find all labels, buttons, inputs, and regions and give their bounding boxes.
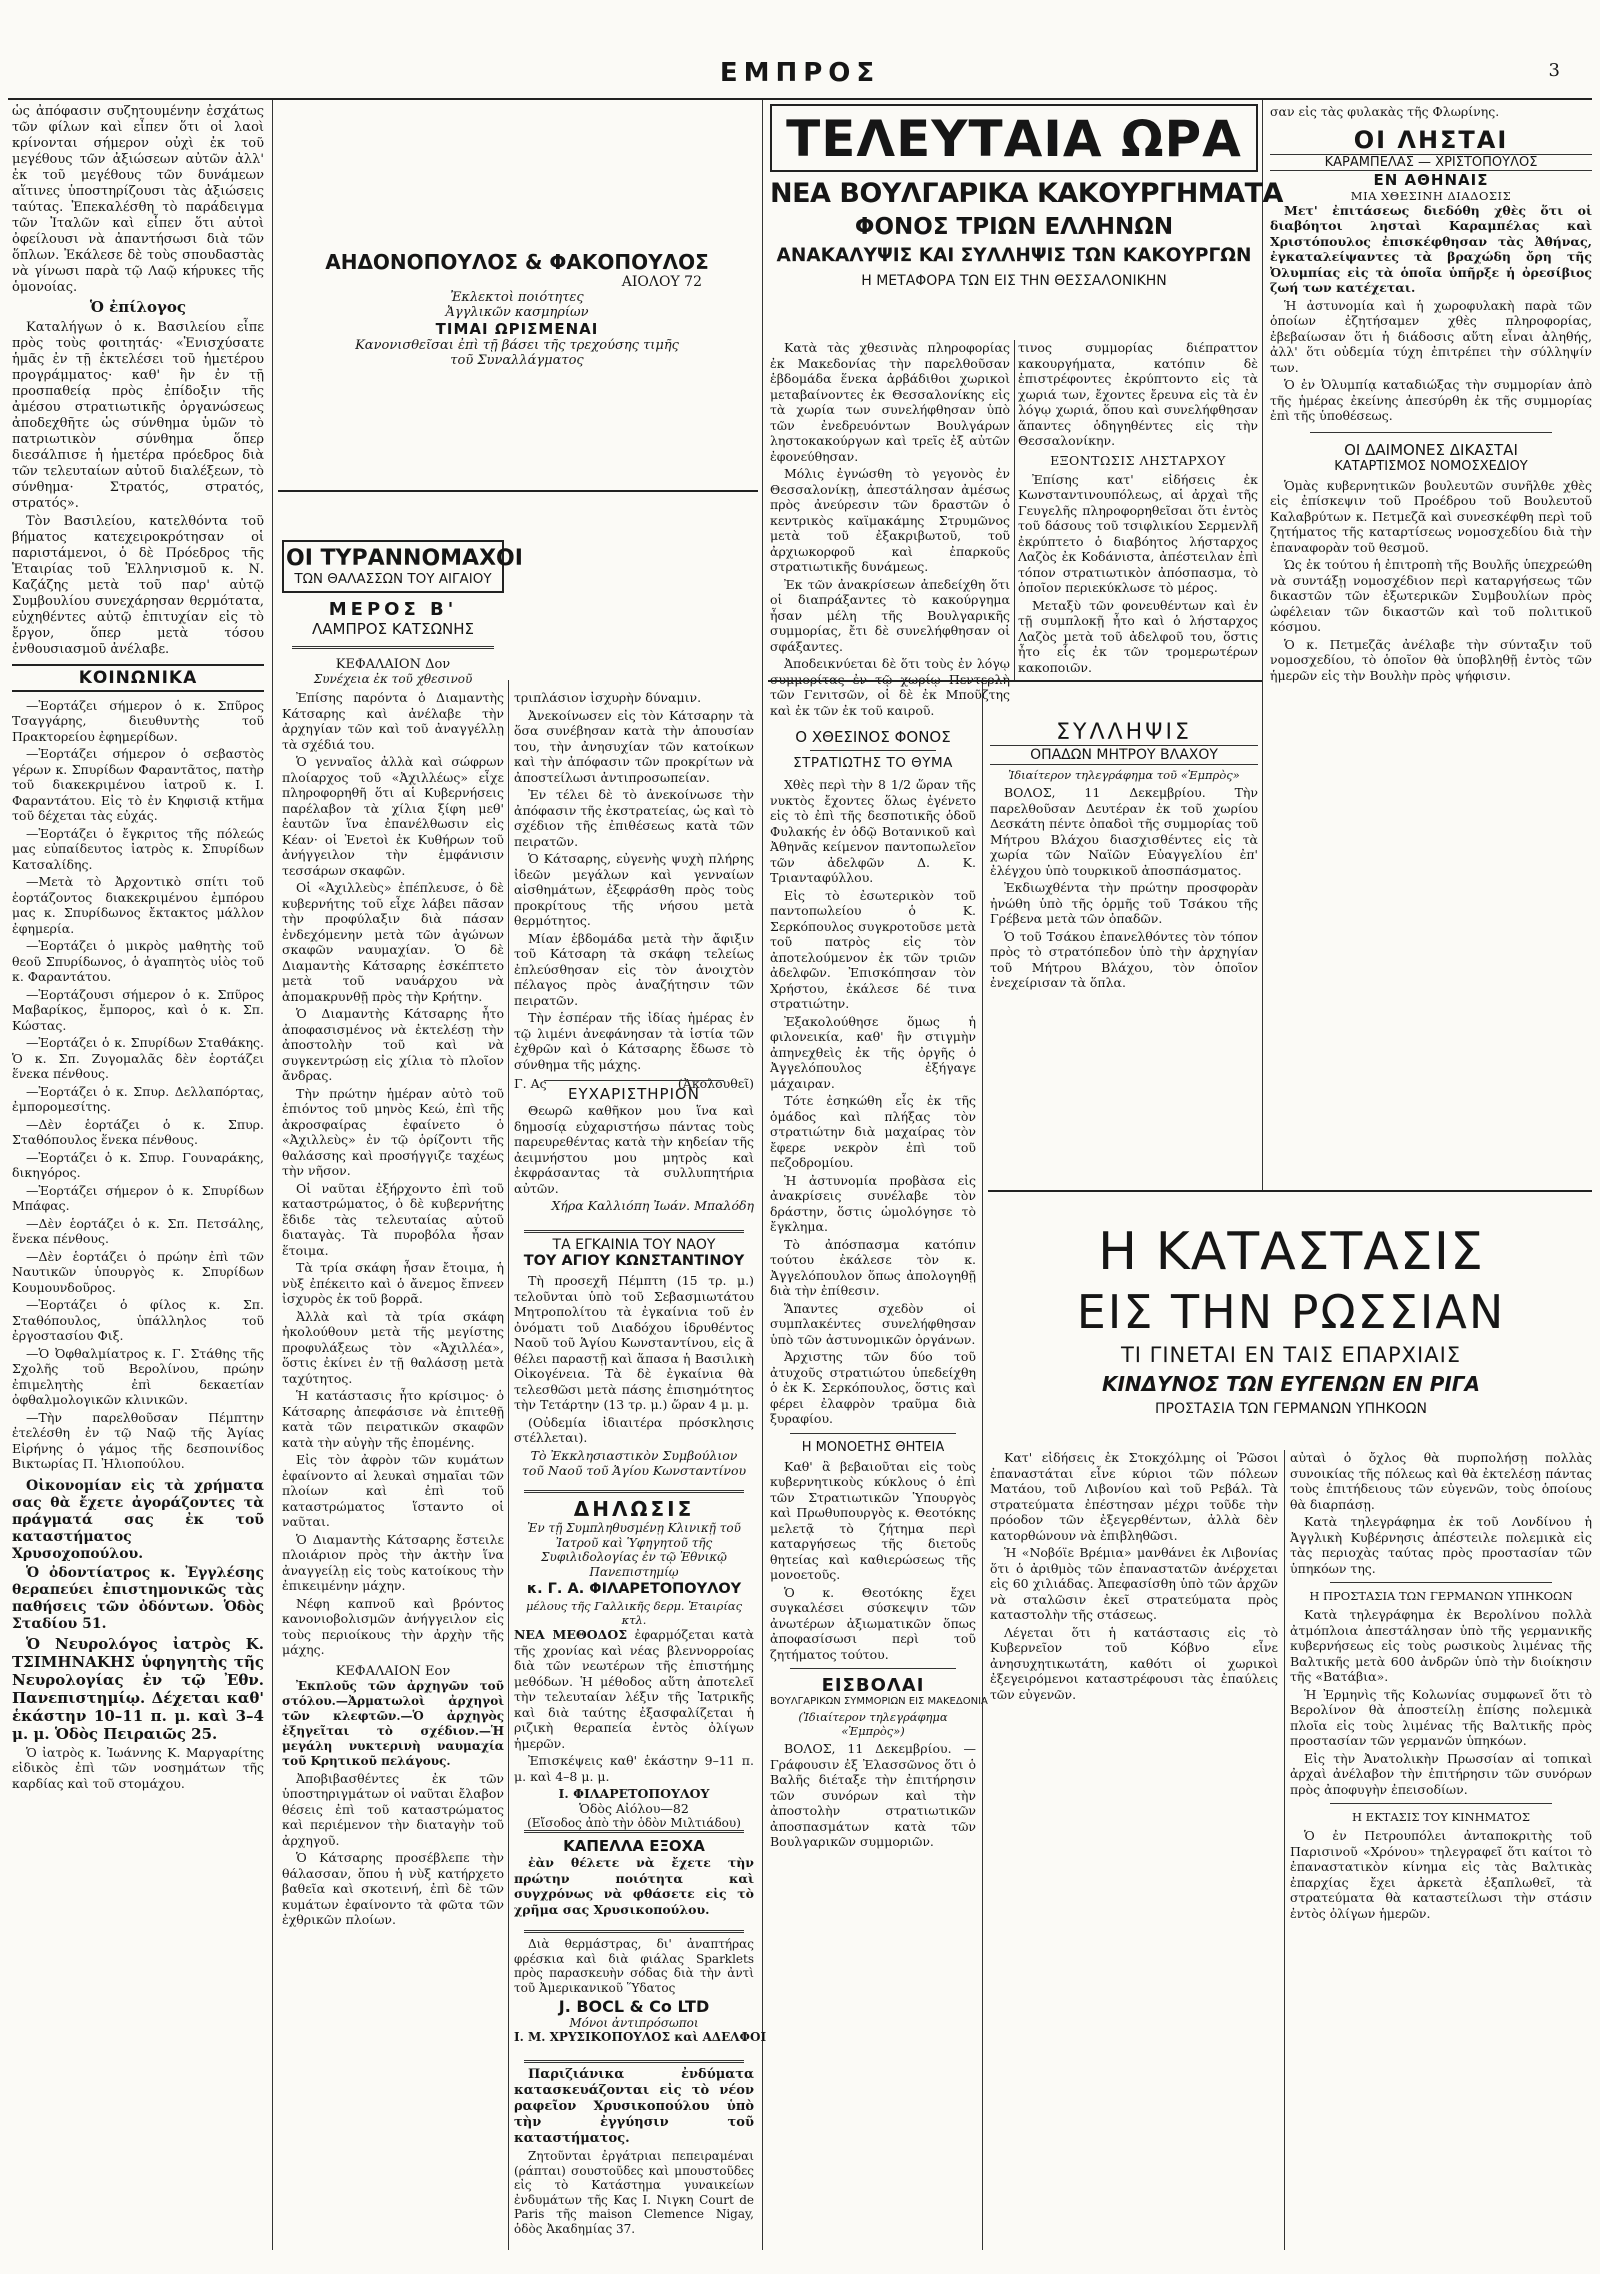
lead-subheading: ΕΞΟΝΤΩΣΙΣ ΛΗΣΤΑΡΧΟΥ [1050, 452, 1226, 468]
fonos-text: Τὸ ἀπόσπασμα κατόπιν τούτου ἐκάλεσε τὸν κ. Ἀγγελόπουλον ὅπως ἀπολογηθῇ διὰ τὴν ἐπίθεσιν. [770, 1236, 976, 1298]
separator [1310, 432, 1552, 433]
fonos-text: Ἅπαντες σχεδὸν οἱ συμπλακέντες συνελήφθησαν ὑπὸ τῶν ἀστυνομικῶν ὀργάνων. [770, 1300, 976, 1347]
section-rule [278, 490, 758, 492]
kapella-title: ΚΑΠΕΛΛΑ ΕΞΟΧΑ [563, 1837, 705, 1855]
article-text: Τὸν Βασιλείου, κατελθόντα τοῦ βήματος κατεχειροκρότησαν οἱ παριστάμενοι, ὁ δὲ Πρόεδρος τῆς Ἑταιρίας τοῦ Ἑλληνισμοῦ κ. Ν. Καζάζης μετὰ τοῦ παρ' αὐτῷ Συμβουλίου συνεχάρησαν θερμότατα, εὐχηθέντες αὐτῷ ἐπιτυχίαν εἰς τὸ ἔργον, ὅπερ μετὰ τόσου ἐνθουσιασμοῦ ἀνέλαβε. [12, 513, 264, 657]
novel-text: τριπλάσιον ἰσχυρὴν δύναμιν. [514, 690, 702, 705]
social-item: —Ἑορτάζει ὁ κ. Σπυρίδων Σταθάκης. Ὁ κ. Σπ. Ζυγομαλᾶς δὲν ἑορτάζει ἕνεκα πένθους. [12, 1035, 264, 1081]
dilosis-title: ΔΗΛΩΣΙΣ [573, 1497, 695, 1521]
column-rule [982, 680, 983, 2250]
masthead-title: ΕΜΠΡΟΣ [719, 58, 881, 88]
ad-line: Ἀγγλικῶν κασμηρίων [445, 305, 589, 320]
russia-text: Κατὰ τηλεγράφημα ἐκ Βερολίνου πολλὰ ἀτμόπλοια ἀπεστάλησαν ὑπὸ τῆς γερμανικῆς κυβερνήσεως εἰς τοὺς ρωσικοὺς λιμένας τῆς Βαλτικῆς μετὰ 600 ἀνδρῶν ὑπὸ τὴν διοίκησιν τῆς «Βατάβια». [1290, 1607, 1592, 1684]
ad-name: ΑΗΔΟΝΟΠΟΥΛΟΣ & ΦΑΚΟΠΟΥΛΟΣ [325, 250, 709, 274]
novel-chapter-summary: Ἐκπλοῦς τῶν ἀρχηγῶν τοῦ στόλου.—Ἀρματωλοὶ ἀρχηγοὶ τῶν κλεφτῶν.—Ὁ ἀρχηγὸς ἐξηγεῖται τὸ σχέδιον.—Ἡ μεγάλη νυκτερινὴ ναυμαχία τοῦ Κρητικοῦ πελάγους. [282, 1678, 504, 1768]
russia-col-a [990, 1450, 1278, 2250]
dilosis-footer: Ι. ΦΙΛΑΡΕΤΟΠΟΥΛΟΥ [558, 1786, 710, 1801]
novel-continued: Συνέχεια ἐκ τοῦ χθεσινοῦ [313, 672, 473, 686]
col5-text: Μετ' ἐπιτάσεως διεδόθη χθὲς ὅτι οἱ διαβόητοι λησταὶ Καραμπέλας καὶ Χριστόπουλος ἐπισκέφθησαν τὰς Ἀθήνας, ἐγκαταλείψαντες τὰ βραχώδη ὄρη τῆς Ὀλυμπίας εἰς τὰ ὁποῖα ὑπῆρξε ἡ ὀρεσίβιος ζωή των κατέχεται. [1270, 202, 1592, 295]
russia-text: Ἡ «Νοβόϊε Βρέμια» μανθάνει ἐκ Λιβονίας ὅτι ὁ ἀριθμὸς τῶν ἐπαναστατῶν ἀνέρχεται εἰς 60 χιλιάδας. Ἀπεφασίσθη ὑπὸ τῶν ἀρχῶν νὰ σταλῶσιν ἐκεῖ στρατεύματα πρὸς καταστολὴν τῆς στάσεως. [990, 1545, 1278, 1622]
col5-text: Ὁμὰς κυβερνητικῶν βουλευτῶν συνῆλθε χθὲς εἰς ἐπίσκεψιν τοῦ Προέδρου τοῦ Βουλευτοῦ Καλαβρύτων κ. Πετμεζᾶ καὶ συνεσκέφθη περὶ τοῦ ζητήματος τῆς καταρτίσεως νομοσχεδίου διὰ τὴν ἐπαναφορὰν τοῦ θεσμοῦ. [1270, 477, 1592, 555]
egkainia-title: ΤΑ ΕΓΚΑΙΝΙΑ ΤΟΥ ΝΑΟΥ [552, 1237, 716, 1253]
lead-headline-2: ΝΕΑ ΒΟΥΛΓΑΡΙΚΑ ΚΑΚΟΥΡΓΗΜΑΤΑ [770, 178, 1283, 209]
bocl-agent: Ι. Μ. ΧΡΥΣΙΚΟΠΟΥΛΟΣ καὶ ΑΔΕΛΦΟΙ [514, 2030, 767, 2044]
novel-text: Τὰ τρία σκάφη ἦσαν ἔτοιμα, ἡ νὺξ ἐπέκειτο καὶ ὁ ἄνεμος ἔπνεεν ἰσχυρὸς ἐκ τοῦ βορρᾶ. [282, 1260, 504, 1306]
fonos-title: Ο ΧΘΕΣΙΝΟΣ ΦΟΝΟΣ [795, 728, 951, 746]
fonos-text: Τότε ἐσηκώθη εἷς ἐκ τῆς ὁμάδος καὶ πλήξας τὸν στρατιώτην διὰ μαχαίρας τὸν ἔφερε νεκρὸν ἐπὶ τοῦ πεζοδρομίου. [770, 1093, 976, 1170]
novel-author: ΛΑΜΠΡΟΣ ΚΑΤΣΩΝΗΣ [311, 620, 475, 638]
novel-text: Ὁ γενναῖος ἀλλὰ καὶ σώφρων πλοίαρχος τοῦ «Ἀχιλλέως» εἶχε πληροφορηθῆ ὅτι αἱ Κυβερνήσεις παρέλαβον τὰ χίλια ξίφη μεθ' ἑαυτῶν ἵνα ἐπανέλθωσιν εἰς Κέαν· οἱ Ἐνετοὶ ἐκ Κυθήρων τοῦ ἀνήγγειλον τὴν ἐμφάνισιν τεσσάρων σκαφῶν. [282, 754, 504, 878]
egkainia-note: (Οὐδεμία ἰδιαιτέρα πρόσκλησις στέλλεται). [514, 1414, 754, 1445]
lead-story-col-b [1018, 340, 1258, 680]
section-rule [988, 1190, 1592, 1192]
russia-text: Κατὰ τηλεγράφημα ἐκ τοῦ Λονδίνου ἡ Ἀγγλικὴ Κυβέρνησις ἀπέστειλε πολεμικὰ εἰς τὰς περιοχὰς ταύτας πρὸς προστασίαν τῶν ὑπηκόων της. [1290, 1514, 1592, 1576]
fonos-text: Ὁ κ. Θεοτόκης ἔχει συγκαλέσει σύσκεψιν τῶν ἀνωτέρων ἀξιωματικῶν ὅπως ἀποφασίσωσι περὶ τοῦ ζητήματος τούτου. [770, 1584, 976, 1662]
ad-aidonopoulos [282, 200, 752, 400]
lead-text: Κατὰ τὰς χθεσινὰς πληροφορίας ἐκ Μακεδονίας τὴν παρελθοῦσαν ἑβδομάδα ἕνεκα ἀρβάδιθοι χωρικοὶ μεταβαίνοντες ἐκ Θεσσαλονίκης εἰς τὰ χωρία των συνελήφθησαν ὑπὸ τῶν ἐνεδρευόντων Βουλγάρων ληστοκακούργων καὶ τρεῖς ἐξ αὐτῶν ἐφονεύθησαν. [770, 340, 1010, 464]
parizianika-text: Παριζιάνικα ἐνδύματα κατασκευάζονται εἰς τὸ νέον ραφεῖον Χρυσικοπούλου ὑπὸ τὴν ἐγγύησιν τοῦ καταστήματος. [514, 2067, 754, 2146]
novel-chapter: ΚΕΦΑΛΑΙΟΝ Εον [335, 1663, 451, 1679]
dilosis-name: κ. Γ. Α. ΦΙΛΑΡΕΤΟΠΟΥΛΟΥ [526, 1581, 742, 1597]
novel-text: Ὁ Κάτσαρης προσέβλεπε τὴν θάλασσαν, ὅπου ἡ νὺξ κατήρχετο βαθεῖα καὶ σκοτεινή, ἐπὶ δὲ τῶν κυμάτων ἐφαίνοντο τὰ φῶτα τῶν ἐχθρικῶν πλοίων. [282, 1850, 504, 1927]
advert-text: Ὁ ἰατρὸς κ. Ἰωάννης Κ. Μαργαρίτης εἰδικὸς ἐπὶ τῶν νοσημάτων τῆς καρδίας καὶ τοῦ στομάχου. [12, 1744, 264, 1791]
novel-continued-note: (Ἀκολουθεῖ) [677, 1076, 754, 1091]
russia-text: αὐταὶ ὁ ὄχλος θὰ πυρπολήσῃ πολλὰς συνοικίας τῆς πόλεως καὶ θὰ ἐκτελέσῃ πάντας τοὺς ἐπιτήδειους τῶν εὐγενῶν, τοὺς ὁποίους θὰ διαρπάσῃ. [1290, 1450, 1592, 1512]
separator [1330, 1803, 1552, 1804]
col5-subtitle-3: ΜΙΑ ΧΘΕΣΙΝΗ ΔΙΑΔΟΣΙΣ [1350, 188, 1512, 203]
egkainia-text: Τὴ προσεχῆ Πέμπτη (15 τρ. μ.) τελοῦνται ὑπὸ τοῦ Σεβασμιωτάτου Μητροπολίτου τὰ ἐγκαίνια τοῦ ἐν ὀνόματι τοῦ Διαδόχου ἱδρυθέντος Ναοῦ τοῦ Ἁγίου Κωνσταντίνου, εἰς ἃ θέλει παραστῇ καὶ ἅπασα ἡ Βασιλικὴ Οἰκογένεια. Τὰ δὲ ἐγκαίνια θὰ τελεσθῶσι μετὰ πάσης ἐπισημότητος τὴν Τετάρτην (13 τρ. μ.) ὥραν 4 μ. μ. [514, 1273, 754, 1412]
article-subheading: Ὁ ἐπίλογος [89, 298, 187, 316]
syllipsis-text: ΒΟΛΟΣ, 11 Δεκεμβρίου. Τὴν παρελθοῦσαν Δευτέραν ἐκ τοῦ χωρίου Δεσκάτη πέντε ὀπαδοὶ τῆς συμμορίας τοῦ Μήτρου Βλάχου διασχισθέντες εἰς τὰ χωρία τῶν Ναϊῶν Εὐαγγελίου ἐπ' ἐλέγχου ὑπὸ τουρκικοῦ ἀποσπάσματος. [990, 785, 1258, 878]
novel-block-right [514, 690, 754, 1091]
col5-text: Ὁ κ. Πετμεζᾶς ἀνέλαβε τὴν σύνταξιν τοῦ νομοσχεδίου, τὸ ὁποῖον θὰ ὑποβληθῇ ἐντὸς τῶν ἡμερῶν εἰς τὴν Βουλὴν πρὸς ψήφισιν. [1270, 636, 1592, 683]
novel-text: Ἡ κατάστασις ἦτο κρίσιμος· ὁ Κάτσαρης ἀπεφάσισε νὰ ἐπιτεθῇ κατὰ τῶν πειρατικῶν σκαφῶν κατὰ τὴν αὐγὴν τῆς ἐπομένης. [282, 1388, 504, 1450]
top-rule [8, 98, 1592, 100]
parizianika-text: Ζητοῦνται ἐργάτριαι πεπειραμέναι (ράπται) σουστοῦδες καὶ μπουστοῦδες εἰς τὸ Κατάστημα γυναικείων ἐνδυμάτων τῆς Κας Ι. Νιγκη Court de Paris τῆς maison Clemence Nigay, ὁδὸς Ἀκαδημίας 37. [514, 2149, 754, 2236]
social-item: —Ἑορτάζει σήμερον ὁ κ. Σπῦρος Τσαγγάρης, διευθυντὴς τοῦ Πρακτορείου ἐφημερίδων. [12, 697, 264, 744]
social-item: —Ἑορτάζει σήμερον ὁ σεβαστὸς γέρων κ. Σπυρίδων Φαραντᾶτος, πατὴρ τοῦ διακεκριμένου ἰατροῦ κ. Ι. Φαραντάτου. Εἰς τὸ ἐν Κηφισιᾷ κτῆμα τοῦ δέχεται τὰς εὐχάς. [12, 746, 264, 823]
fonos-subtitle: ΣΤΡΑΤΙΩΤΗΣ ΤΟ ΘΥΜΑ [793, 755, 953, 771]
lead-story-col-a [770, 340, 1010, 718]
social-item: —Ἑορτάζει ὁ κ. Σπυρ. Γουναράκης, δικηγόρος. [12, 1149, 264, 1180]
section-heading-koinonika: ΚΟΙΝΩΝΙΚΑ [78, 667, 198, 688]
col5-title: ΟΙ ΛΗΣΤΑΙ [1353, 125, 1509, 154]
fonos-text: Ἡ ἀστυνομία προβὰσα εἰς ἀνακρίσεις συνέλαβε τὸν δράστην, ὅστις ὡμολόγησε τὸ ἔγκλημα. [770, 1172, 976, 1234]
col5-text: σαν εἰς τὰς φυλακὰς τῆς Φλωρίνης. [1270, 104, 1500, 119]
bocl-text: Διὰ θερμάστρας, δι' ἀναπτήρας φρέσκια καὶ διὰ φιάλας Sparklets πρὸς παρασκευὴν σόδας διὰ τὴν ἀντὶ τοῦ Ἀμερικανικοῦ Ὕδατος [514, 1937, 754, 1995]
column-rule [508, 680, 509, 2250]
bocl-ad [514, 1930, 767, 2050]
russia-text: Λέγεται ὅτι ἡ κατάστασις εἰς τὸ Κυβερνεῖον τοῦ Κόβνο εἶνε ἀνησυχητικωτάτη, καθότι οἱ χωρικοὶ ἐξεγειρόμενοι καταστρέφουσι τὰς ἐπαύλεις τῶν εὐγενῶν. [990, 1624, 1278, 1702]
russia-story-header [990, 1200, 1592, 1450]
lead-headline-5: Η ΜΕΤΑΦΟΡΑ ΤΩΝ ΕΙΣ ΤΗΝ ΘΕΣΣΑΛΟΝΙΚΗΝ [861, 273, 1167, 289]
dilosis-text: ἐφαρμόζεται κατὰ τῆς χρονίας καὶ νέας βλεννορροίας διὰ τῶν νεωτέρων τῆς ἐπιστήμης μεθόδων. Ἡ μέθοδος αὕτη ἀποτελεῖ τὴν τελευταίαν λέξιν τῆς Ἰατρικῆς καὶ διὰ ταύτης ἐξασφαλίζεται ἡ ριζικὴ θεραπεία ἐντὸς ὀλίγων ἡμερῶν. [514, 1627, 754, 1751]
dilosis [514, 1490, 754, 1830]
fonos-text: Ἐξακολούθησε ὅμως ἡ φιλονεικία, καθ' ἣν στιγμὴν ἀπηνεχθεὶς ἐκ τῆς ὀργῆς ὁ Ἀγγελόπουλος ἐξήγαγε μάχαιραν. [770, 1013, 976, 1091]
syllipsis-story [990, 690, 1258, 1050]
bocl-agent-head: Μόνοι ἀντιπρόσωποι [569, 2016, 699, 2030]
col5-text: Ἡ ἀστυνομία καὶ ἡ χωροφυλακὴ παρὰ τῶν ὁποίων ἐζητήσαμεν χθὲς πληροφορίας, ἐβεβαίωσαν ὅτι ἡ διάδοσις αὕτη εἶναι ἀληθής, ἀλλ' ὅτι οὐδεμία τύχη ἐπιτρέπει τὴν σύλληψίν των. [1270, 297, 1592, 375]
lead-text: Μόλις ἐγνώσθη τὸ γεγονὸς ἐν Θεσσαλονίκῃ, ἀπεστάλησαν ἀμέσως πρὸς ἀνεύρεσιν τῶν δραστῶν ὁ κεντρικὸς καϊμακάμης Στρυμῶνος μετὰ τοῦ ἐξακριβωτοῦ, τοῦ ἀρχιωκορφοῦ καὶ ἐπαρκοῦς στρατιωτικῆς δυνάμεως. [770, 466, 1010, 574]
eucharistirion-sign: Χήρα Καλλιόπη Ἰωάν. Μπαλόδη [551, 1198, 754, 1213]
social-item: —Μετὰ τὸ Ἀρχοντικὸ σπίτι τοῦ ἑορτάζοντος διακεκριμένου ἐμπόρου μας κ. Σπυρίδωνος ἔκτακτος μάλλον ἐφημερία. [12, 874, 264, 936]
lead-text: Ἐκ τῶν ἀνακρίσεων ἀπεδείχθη ὅτι οἱ διαπράξαντες τὸ κακούργημα ἦσαν μέλη τῆς Βουλγαρικῆς συμμορίας, ἔτι δὲ συνελήφθησαν οἱ σφάξαντες. [770, 576, 1010, 654]
separator [292, 646, 494, 649]
dilosis-intro: Ἐν τῇ Συμπληθυσμένῃ Κλινικῇ τοῦ Ἰατροῦ καὶ Ὑφηγητοῦ τῆς Συφιλιδολογίας ἐν τῷ Ἐθνικῷ Πανεπιστημίῳ [527, 1521, 741, 1579]
col5-title-2: ΟΙ ΔΑΙΜΟΝΕΣ ΔΙΚΑΣΤΑΙ [1344, 440, 1518, 459]
separator [544, 1080, 724, 1081]
lead-text: Μεταξὺ τῶν φονευθέντων καὶ ἐν τῇ συμπλοκῇ ἦτο καὶ ὁ λήσταρχος Λαζὸς μετὰ τοῦ ἀδελφοῦ του, ὅστις ἦτο εἷς ἐκ τῶν τρομερωτέρων κακοποιῶν. [1018, 597, 1258, 675]
social-item: —Ἑορτάζει σήμερον ὁ κ. Σπυρίδων Μπάφας. [12, 1182, 264, 1213]
lead-text: Ἐπίσης κατ' εἰδήσεις ἐκ Κωνσταντινουπόλεως, αἱ ἀρχαὶ τῆς Γευγελῆς πληροφορηθεῖσαι ὅτι ἐντὸς τοῦ δάσους τοῦ τσιφλικίου Σερμενλῆ ἐκρύπτετο ὁ διαβόητος λήσταρχος Λαζὸς ἐκ Κοδάνιστα, ἀπέστειλαν ἐπὶ τόπον στρατιωτικὸν ἀπόσπασμα, τὸ ὁποῖον περιεκύκλωσε τὸ μέρος. [1018, 471, 1258, 595]
fonos-text: Χθὲς περὶ τὴν 8 1/2 ὥραν τῆς νυκτὸς ἔχοντες ὅλως ἐγένετο εἰς τὸ ἐπὶ τῆς δεσποτικῆς ὁδοῦ Φυλακής ἐν ὁδῷ Βοτανικοῦ καὶ Ἀθηνᾶς κείμενον παντοπωλεῖον τῶν ἀδελφῶν Δ. Κ. Τριανταφύλλου. [770, 777, 976, 885]
social-item: —Τὴν παρελθοῦσαν Πέμπτην ἐτελέσθη ἐν τῷ Ναῷ τῆς Ἁγίας Εἰρήνης ὁ γάμος τῆς δεσποινίδος Βικτωρίας Π. Ἠλιοπούλου. [12, 1409, 264, 1471]
syllipsis-text: Ὁ τοῦ Τσάκου ἐπανελθόντες τὸν τόπον πρὸς τὸ στρατόπεδον ὑπὸ τὴν ἀρχηγίαν τοῦ Μήτρου Βλάχου, τὸν ὁποῖον ἐνεχείρισαν τὰ ὅπλα. [990, 928, 1258, 990]
russia-text: Ὁ ἐν Πετρουπόλει ἀνταποκριτὴς τοῦ Παρισινοῦ «Χρόνου» τηλεγραφεῖ ὅτι καίτοι τὸ ἐπαναστατικὸν κίνημα εἰς τὰς Βαλτικὰς ἐπαρχίας ἔχει ἀρκετὰ ἐξαπλωθεῖ, τὰ στρατεύματα θὰ καταστείλωσι τὴν στάσιν ἐντὸς ὀλίγων ἡμερῶν. [1290, 1828, 1592, 1921]
lead-headline-4: ΑΝΑΚΑΛΥΨΙΣ ΚΑΙ ΣΥΛΛΗΨΙΣ ΤΩΝ ΚΑΚΟΥΡΓΩΝ [776, 245, 1252, 266]
lead-headline: ΤΕΛΕΥΤΑΙΑ ΩΡΑ [786, 110, 1242, 168]
novel-block [282, 500, 523, 2250]
novel-text: Νέφη καπνοῦ καὶ βρόντος κανονιοβολισμῶν ἀνήγγειλον εἰς τοὺς περιοίκους τὴν ἀρχὴν τῆς μάχης. [282, 1595, 504, 1657]
novel-part: ΜΕΡΟΣ Β' [328, 599, 458, 620]
separator [524, 2060, 744, 2063]
russia-headline-4: ΚΙΝΔΥΝΟΣ ΤΩΝ ΕΥΓΕΝΩΝ ΕΝ ΡΙΓΑ [1101, 1372, 1481, 1396]
dilosis-address: (Εἴσοδος ἀπὸ τὴν ὁδὸν Μιλτιάδου) [527, 1816, 741, 1830]
fonos-subtitle-3c: (Ἰδιαίτερον τηλεγράφημα «Ἐμπρὸς») [798, 1710, 948, 1738]
russia-headline-2: ΕΙΣ ΤΗΝ ΡΩΣΣΙΑΝ [1076, 1285, 1506, 1339]
advert-text: Οἰκονομίαν εἰς τὰ χρήματα σας θὰ ἔχετε ἀγοράζοντες τὰ πράγματά σας ἐκ τοῦ καταστήματος Χρυσοχοπούλου. [12, 1477, 264, 1562]
section-rule [768, 680, 1262, 682]
dilosis-address: Ὁδὸς Αἰόλου—82 [579, 1801, 689, 1816]
russia-subheading: Η ΕΚΤΑΣΙΣ ΤΟΥ ΚΙΝΗΜΑΤΟΣ [1352, 1810, 1530, 1824]
novel-text: Οἱ ναῦται ἐξήρχοντο ἐπὶ τοῦ καταστρώματος, ὁ δὲ κυβερνήτης ἔδιδε τὰς τελευταίας αὐτοῦ διαταγὰς. Τὰ πυροβόλα ἦσαν ἕτοιμα. [282, 1180, 504, 1258]
lead-text: τινος συμμορίας διέπραττον κακουργήματα, κατόπιν δὲ ἐπιστρέφοντες ἐκρύπτοντο εἰς τὰ χωριά των, ἔχοντες ἔρευνα εἰς τὰ ἐν λόγῳ χωριά, ὅπου καὶ συνελήφθησαν ἅπαντες ὁδηγηθέντες εἰς τὴν Θεσσαλονίκην. [1018, 340, 1258, 448]
ad-prices: ΤΙΜΑΙ ΩΡΙΣΜΕΝΑΙ [435, 320, 599, 338]
kapella-ad [514, 1830, 754, 1920]
novel-text: Ὁ Διαμαντὴς Κάτσαρης ἔστειλε πλοιάριον πρὸς τὴν ἀκτὴν ἵνα ἀναγγείλῃ εἰς τοὺς κατοίκους τὴν ἐπικειμένην μάχην. [282, 1531, 504, 1593]
novel-text: Τὴν πρώτην ἡμέραν αὐτὸ τοῦ ἐπιόντος τοῦ μηνὸς Κεώ, ἐπὶ τῆς ἀκροσφαίρας ἐφαίνετο ὁ «Ἀχιλλεὺς» ἐν τῷ ὁρίζοντι τῆς θαλάσσης καὶ προσήγγιζε ταχέως τὴν νῆσον. [282, 1085, 504, 1178]
dilosis-sub: μέλους τῆς Γαλλικῆς δερμ. Ἑταιρίας κτλ. [525, 1599, 743, 1627]
fonos-subtitle-3: ΕΙΣΒΟΛΑΙ [821, 1675, 925, 1696]
article-text: ὡς ἀπόφασιν συζητουμένην ἐσχάτως τῶν φίλων καὶ εἶπεν ὅτι οἱ λαοὶ κρίνονται σήμερον οὐχὶ ἐκ τοῦ μεγέθους τῶν ἀξιώσεων αὐτῶν ἀλλ' ἐκ τοῦ μεγέθους τῶν δυνάμεων αἵτινες ὑποστηρίζουσι τὰς ἀξιώσεις ταύτας. Ἐπεκαλέσθη τὸ παράδειγμα τῶν Ἰταλῶν καὶ εἶπεν ὅτι αὐτοὶ ὀφείλουσι νὰ ἀπαντήσωσι διὰ τῶν ὅπλων. Ἐκάλεσε δὲ τοὺς σπουδαστὰς νὰ γίνωσι παρὰ τῷ Λαῷ κήρυκες τῆς ὁμονοίας. [12, 104, 264, 295]
dilosis-head: ΝΕΑ ΜΕΘΟΔΟΣ [514, 1627, 628, 1642]
advert-text: Ὁ ὀδοντίατρος κ. Ἐγγλέσης θεραπεύει ἐπιστημονικῶς τὰς παθήσεις τῶν ὀδόντων. Ὁδὸς Σταδίου 51. [12, 1564, 264, 1632]
lead-story-header [770, 104, 1283, 344]
fonos-text: ΒΟΛΟΣ, 11 Δεκεμβρίου. — Γράφουσιν ἐξ Ἐλασσῶνος ὅτι ὁ Βαλῆς διέταξε τὴν ἐπιτήρησιν τῶν συνόρων καὶ τὴν ἀποστολὴν στρατιωτικῶν ἀποσπασμάτων κατὰ τῶν Βουλγαρικῶν συμμοριῶν. [770, 1741, 976, 1849]
fonos-text: Καθ' ἃ βεβαιοῦται εἰς τοὺς κυβερνητικοὺς κύκλους ὁ ἐπὶ τῶν Στρατιωτικῶν Ὑπουργὸς καὶ Πρωθυπουργὸς κ. Θεοτόκης μελετᾷ τὸ ζήτημα περὶ καταργήσεως τῆς διετοῦς θητείας καὶ καθιερώσεως τῆς μονοετοῦς. [770, 1458, 976, 1582]
russia-text: Κατ' εἰδήσεις ἐκ Στοκχόλμης οἱ Ῥῶσοι ἐπαναστάται εἶνε κύριοι τῶν πόλεων Ματάου, τοῦ Λιβονίου καὶ τοῦ Ρεβάλ. Τὰ στρατεύματα ἐπέστησαν μέχρι τοῦδε τὴν πρόοδον τῶν ἐξεγερθέντων, ἀλλὰ δὲν κατορθώνουν νὰ ἐπιβληθῶσι. [990, 1450, 1278, 1543]
separator [790, 1433, 956, 1434]
novel-text: Ἐν τέλει δὲ τὸ ἀνεκοίνωσε τὴν ἀπόφασιν τῆς ἐκστρατείας, ὡς καὶ τὸ σχέδιον τῆς ἐπιθέσεως κατὰ τῶν πειρατῶν. [514, 787, 754, 849]
novel-text: Ἀλλὰ καὶ τὰ τρία σκάφη ἠκολούθουν μετὰ τῆς μεγίστης προφυλάξεως τὸν «Ἀχιλλέα», ὅστις ἐκίνει ἐν τῇ θαλάσσῃ μετὰ ταχύτητος. [282, 1308, 504, 1386]
novel-text: Οἱ «Ἀχιλλεὺς» ἐπέπλευσε, ὁ δὲ κυβερνήτης τοῦ εἶχε λάβει πᾶσαν τὴν προφύλαξιν διὰ πάσαν ἐνδεχόμενην μετὰ τῶν ἀγώνων σκαφῶν ναυμαχίαν. Ὁ δὲ Διαμαντὴς Κάτσαρης ἐσκέπτετο μετὰ τοῦ ναυάρχου νὰ ἀπομακρυνθῇ πρὸς τὴν Κρήτην. [282, 880, 504, 1004]
article-text: Καταλήγων ὁ κ. Βασιλείου εἶπε πρὸς τοὺς φοιτητάς· «Ἐνισχύσατε ἡμᾶς ἐν τῇ ἐκτελέσει τοῦ ἡμετέρου προγράμματος· καθ' ἣν ἐν τῇ προσπαθείᾳ πρὸς ἐπίδοξιν τῆς ἀμέσου στρατιωτικῆς ὀργανώσεως ἀποδεχθῆτε ὡς σύνθημα ὑμῶν τὸ πατριωτικὸν σύνθημα ὅπερ διεσάλπισε ἡ ἡμετέρα πρόεδρος διὰ τῶν τελευταίων αὐτοῦ διαλέξεων, τὸ σύνθημα· Στρατός, στρατός, στρατός». [12, 319, 264, 511]
separator [524, 1930, 744, 1933]
separator [810, 750, 936, 751]
novel-text: Ὁ Διαμαντὴς Κάτσαρης ἦτο ἀποφασισμένος νὰ ἐκτελέσῃ τὴν ἀποστολὴν τοῦ καὶ νὰ συγκεντρώσῃ εἰς χίλια τὸ πλοῖον ἄνδρας. [282, 1006, 504, 1083]
novel-subtitle: ΤΩΝ ΘΑΛΑΣΣΩΝ ΤΟΥ ΑΙΓΑΙΟΥ [294, 571, 492, 587]
russia-headline: Η ΚΑΤΑΣΤΑΣΙΣ [1098, 1222, 1484, 1282]
egkainia-sign: τοῦ Ναοῦ τοῦ Ἁγίου Κωνσταντίνου [521, 1462, 747, 1478]
russia-subheading: Η ΠΡΟΣΤΑΣΙΑ ΤΩΝ ΓΕΡΜΑΝΩΝ ΥΠΗΚΟΩΝ [1309, 1589, 1573, 1603]
novel-signature: Γ. Ας [514, 1076, 547, 1091]
novel-text: Ἀποβιβασθέντες ἐκ τῶν ὑποστηριγμάτων οἱ ναῦται ἔλαβον θέσεις ἐπὶ τοῦ καταστρώματος καὶ περιέμενον τὴν διαταγὴν τοῦ ἀρχηγοῦ. [282, 1770, 504, 1848]
novel-text: Ἐπίσης παρόντα ὁ Διαμαντὴς Κάτσαρης καὶ ἀνέλαβε τὴν ἀρχηγίαν τῶν καὶ τοῦ ἀναγγέλλῃ τὰ σχέδιά του. [282, 690, 504, 752]
novel-text: Ὁ Κάτσαρης, εὐγενὴς ψυχὴ πλήρης ἰδεῶν μεγάλων καὶ γενναίων αἰσθημάτων, ἐξεφράσθη πρὸς τοὺς προκρίτους τῆς νήσου μετὰ θερμότητος. [514, 851, 754, 928]
masthead [0, 0, 1600, 90]
eucharistirion-text: Θεωρῶ καθῆκον μου ἵνα καὶ δημοσίᾳ εὐχαριστήσω πάντας τοὺς παρευρεθέντας κατὰ τὴν κηδείαν τῆς ἀειμνήστου μου μητρὸς καὶ ἐκφράσαντας τὰ συλλυπητήρια αὐτῶν. [514, 1103, 754, 1196]
russia-headline-5: ΠΡΟΣΤΑΣΙΑ ΤΩΝ ΓΕΡΜΑΝΩΝ ΥΠΗΚΟΩΝ [1155, 1401, 1427, 1417]
separator [1330, 1582, 1552, 1583]
parizianika-ad [514, 2060, 754, 2250]
advert-text: Ὁ Νευρολόγος ἰατρὸς Κ. ΤΣΙΜΗΝΑΚΗΣ ὑφηγητὴς τῆς Νευρολογίας ἐν τῷ Ἐθν. Πανεπιστημίῳ. Δέχεται καθ' ἑκάστην 10–11 π. μ. καὶ 3–4 μ. μ. Ὁδὸς Πειραιῶς 25. [12, 1634, 264, 1743]
col5-subtitle: ΚΑΡΑΜΠΕΛΑΣ — ΧΡΙΣΤΟΠΟΥΛΟΣ [1270, 154, 1592, 171]
social-item: —Δὲν ἑορτάζει ὁ κ. Σπυρ. Σταθόπουλος ἕνεκα πένθους. [12, 1116, 264, 1147]
syllipsis-note: Ἰδιαίτερον τηλεγράφημα τοῦ «Ἐμπρὸς» [1008, 768, 1240, 782]
egkainia-title2: ΤΟΥ ΑΓΙΟΥ ΚΩΝΣΤΑΝΤΙΝΟΥ [523, 1253, 745, 1269]
fonos-subtitle-2: Η ΜΟΝΟΕΤΗΣ ΘΗΤΕΙΑ [801, 1439, 945, 1455]
social-item: —Δὲν ἑορτάζει ὁ κ. Σπ. Πετσάλης, ἕνεκα πένθους. [12, 1215, 264, 1246]
column-rule [1014, 340, 1015, 680]
column-rule [762, 100, 763, 2250]
syllipsis-text: Ἐκδιωχθέντα τὴν πρώτην προσφορὰν ἠνώθη ὑπὸ τῆς ὁρμῆς τοῦ Τσάκου τῆς Γρέβενα μετὰ τῶν ὀπαδῶν. [990, 880, 1258, 926]
social-item: —Ἑορτάζουσι σήμερον ὁ κ. Σπῦρος Μαβαρίκος, ἔμπορος, καὶ ὁ κ. Σπ. Κώστας. [12, 986, 264, 1033]
egkainia-sign: Τὸ Ἐκκλησιαστικὸν Συμβούλιον [530, 1447, 738, 1463]
fonos-text: Ἀρχιστης τῶν δύο τοῦ ἀτυχοῦς στρατιώτου ὑπεδείχθη ὁ ἐκ Κ. Σερκόπουλος, ὅστις καὶ φέρει ἐλαφρὸν τραῦμα διὰ ξυραφίου. [770, 1349, 976, 1426]
column-5 [1270, 104, 1592, 1184]
fonos-text: Εἰς τὸ ἐσωτερικὸν τοῦ παντοπωλείου ὁ Κ. Σερκόπουλος συγκροτοῦσε μετὰ τοῦ πατρὸς εἰς τὸν ἀποτελούμενον ἐκ τῶν τριῶν ἀδελφῶν. Ἐπισκόπησαν τὸν Χρήστου, ἐκάλεσε δέ τινα στρατιώτην. [770, 887, 976, 1011]
social-item: —Δὲν ἑορτάζει ὁ πρώην ἐπὶ τῶν Ναυτικῶν ὑπουργὸς κ. Σπυρίδων Κουμουνδοῦρος. [12, 1248, 264, 1295]
bocl-brand: J. BOCL & Co LTD [558, 1997, 710, 2016]
egkainia [514, 1230, 754, 1480]
separator [524, 1490, 744, 1493]
col5-subtitle-4: ΚΑΤΑΡΤΙΣΜΟΣ ΝΟΜΟΣΧΕΔΙΟΥ [1334, 458, 1528, 474]
novel-text: Μίαν ἑβδομάδα μετὰ τὴν ἄφιξιν τοῦ Κάτσαρη τὰ σκάφη τελείως ἐπλεύσθησαν εἰς τὸν ἀνοιχτὸν πέλαγος πρὸς ἀναζήτησιν τῶν πειρατῶν. [514, 930, 754, 1008]
col5-subtitle-2: ΕΝ ΑΘΗΝΑΙΣ [1373, 170, 1489, 189]
social-item: —Ἑορτάζει ὁ κ. Σπυρ. Δελλαπόρτας, ἐμπορομεσίτης. [12, 1083, 264, 1114]
russia-text: Εἰς τὴν Ἀνατολικὴν Πρωσσίαν αἱ τοπικαὶ ἀρχαὶ ἀνέλαβον τὴν ἐπιτήρησιν τῶν συνόρων πρὸς ἀποφυγὴν ἐπεισοδίων. [1290, 1750, 1592, 1797]
ad-line: Κανονισθεῖσαι ἐπὶ τῇ βάσει τῆς τρεχούσης τιμῆς τοῦ Συναλλάγματος [355, 338, 679, 368]
novel-text: Ἀνεκοίνωσεν εἰς τὸν Κάτσαρην τὰ ὅσα συνέβησαν κατὰ τὴν ἀπουσίαν του, τὴν ἀνησυχίαν τῶν κατοίκων καὶ τὴν ἀπόφασιν τῶν προκρίτων νὰ ἀποστείλωσι ἀντιπροσωπείαν. [514, 707, 754, 785]
kapella-text: ἐὰν θέλετε νὰ ἔχετε τὴν πρώτην ποιότητα καὶ συγχρόνως νὰ φθάσετε εἰς τὸ χρῆμα σας Χρυσικοπούλου. [514, 1855, 754, 1917]
syllipsis-title: ΣΥΛΛΗΨΙΣ [1056, 720, 1192, 745]
social-item: —Ὁ Ὀφθαλμίατρος κ. Γ. Στάθης τῆς Σχολῆς τοῦ Βερολίνου, πρώην ἐπιμελητὴς ἐπὶ δεκαετίαν ὀφθαλμολογικῶν κλινικῶν. [12, 1345, 264, 1407]
ad-address: ΑΙΟΛΟΥ 72 [621, 274, 702, 290]
col5-text: Ὡς ἐκ τούτου ἡ ἐπιτροπὴ τῆς Βουλῆς ὑπεχρεώθη νὰ συντάξῃ νομοσχέδιον περὶ καταργήσεως τῶν δικαστῶν τῶν ἐξωτερικῶν Συμβουλίων πρὸς ὠφέλειαν τῶν δικαστῶν καὶ τοῦ πολιτικοῦ κόσμου. [1270, 557, 1592, 634]
fonos-subtitle-3b: ΒΟΥΛΓΑΡΙΚΩΝ ΣΥΜΜΟΡΙΩΝ ΕΙΣ ΜΑΚΕΔΟΝΙΑ [770, 1696, 988, 1707]
social-item: —Ἑορτάζει ὁ ἔγκριτος τῆς πόλεώς μας εὐπαίδευτος ἰατρὸς κ. Σπυρίδων Κατσαλίδης. [12, 825, 264, 872]
separator [790, 1668, 956, 1669]
eucharistirion [514, 1080, 754, 1220]
separator [524, 1230, 744, 1233]
russia-headline-3: ΤΙ ΓΙΝΕΤΑΙ ΕΝ ΤΑΙΣ ΕΠΑΡΧΙΑΙΣ [1120, 1343, 1462, 1367]
social-item: —Ἑορτάζει ὁ μικρὸς μαθητὴς τοῦ θεοῦ Σπυρίδωνος, ὁ ἀγαπητὸς υἱὸς τοῦ κ. Φαραντάτου. [12, 938, 264, 984]
social-item: —Ἑορτάζει ὁ φίλος κ. Σπ. Σταθόπουλος, ὑπάλληλος τοῦ ἐργοστασίου Φιξ. [12, 1297, 264, 1343]
separator [524, 1830, 744, 1833]
column-rule [272, 100, 273, 2250]
russia-text: Ἡ Ἐρμηνὶς τῆς Κολωνίας συμφωνεῖ ὅτι τὸ Βερολίνον θὰ ἀποστείλῃ ἐπίσης πολεμικὰ πλοῖα εἰς τοὺς λιμένας τῆς Βαλτικῆς πρὸς προστασίαν τῶν γερμανῶν ὑπηκόων. [1290, 1686, 1592, 1748]
novel-chapter: ΚΕΦΑΛΑΙΟΝ Δον [335, 657, 451, 672]
novel-text: Τὴν ἑσπέραν τῆς ἰδίας ἡμέρας ἐν τῷ λιμένι ἀνεφάνησαν τὰ ἱστία τῶν ἐχθρῶν καὶ ὁ Κάτσαρης ἔδωσε τὸ σύνθημα τῆς μάχης. [514, 1010, 754, 1072]
column-rule [1262, 100, 1263, 1190]
ad-line: Ἐκλεκτοὶ ποιότητες [450, 290, 584, 305]
eucharistirion-title: ΕΥΧΑΡΙΣΤΗΡΙΟΝ [567, 1085, 701, 1103]
novel-title: ΟΙ ΤΥΡΑΝΝΟΜΑΧΟΙ [286, 546, 523, 571]
page-number: 3 [1548, 60, 1560, 81]
col5-text: Ὁ ἐν Ὀλυμπίᾳ καταδιώξας τὴν συμμορίαν ἀπὸ τῆς ἡμέρας ἐκείνης ἀπεσύρθη ἐκ τῆς συμμορίας ἐπὶ τῆς ὑποθέσεως. [1270, 377, 1592, 423]
syllipsis-subtitle: ΟΠΑΔΩΝ ΜΗΤΡΟΥ ΒΛΑΧΟΥ [990, 745, 1258, 765]
dilosis-hours: Ἐπισκέψεις καθ' ἑκάστην 9–11 π. μ. καὶ 4–8 μ. μ. [514, 1753, 754, 1784]
lead-text: Ἀποδεικνύεται δὲ ὅτι τοὺς ἐν λόγῳ συμμορίτας ἐν τῷ χωρίῳ Πεντερλὴ τῶν Γενιτσῶν, οἱ δὲ ἐκ Μποῦζτης καὶ ἐκ τῶν ἐκ τοῦ καιροῦ. [770, 656, 1010, 718]
novel-text: Εἰς τὸν ἀφρὸν τῶν κυμάτων ἐφαίνοντο αἱ λευκαὶ σημαῖαι τῶν πλοίων καὶ ἐπὶ τοῦ καταστρώματος ἵσταντο οἱ ναῦται. [282, 1452, 504, 1529]
column-1 [12, 104, 264, 2254]
column-rule [1284, 1450, 1285, 2250]
fonos-story [770, 690, 988, 2250]
russia-col-b [1290, 1450, 1592, 2250]
lead-headline-3: ΦΟΝΟΣ ΤΡΙΩΝ ΕΛΛΗΝΩΝ [854, 214, 1174, 240]
